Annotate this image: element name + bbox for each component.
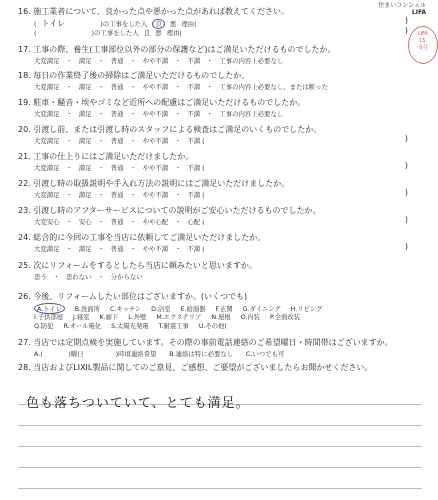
q26-row2-option[interactable]: N.屋根 bbox=[211, 314, 231, 321]
q16-row1-paren: ( bbox=[34, 20, 37, 28]
q21-options[interactable]: 大変満足 ・ 満足 ・ 普通 ・ やや不満 ・ 不満 ( bbox=[34, 164, 205, 172]
q16-row1-bad[interactable]: 悪 bbox=[169, 20, 177, 28]
q27-title: 27. 当店では定期点検を実施しています。その際の事前電話連絡のご希望曜日・時間帯はございますか。 bbox=[18, 338, 393, 347]
stamp-line1: LIFA bbox=[417, 31, 429, 37]
q26-title: 26. 今後、リフォームしたい部位はございますか。(いくつでも) bbox=[18, 292, 248, 301]
q26-row3-option[interactable]: Q.防犯 bbox=[34, 323, 54, 330]
q16-row2 bbox=[34, 28, 185, 37]
q19-options[interactable]: 大変満足 ・ 満足 ・ 普通 ・ やや不満 ・ 不満 ・ 工事の内容上必要なし bbox=[34, 110, 284, 118]
stamp-line2: 15. bbox=[419, 38, 427, 44]
q17-title: 17. 工事の際、養生(工事部位以外の部分の保護など)はご満足いただけるものでしたか。 bbox=[18, 45, 336, 54]
q25-title: 25. 次にリフォームをするとしたら当店に頼みたいと思いますか。 bbox=[18, 261, 257, 270]
q26-row2-option[interactable]: M.エクステリア bbox=[156, 314, 202, 321]
q28-title: 28. 当店およびLIXIL製品に関してのご意見、ご感想、ご要望がございましたらお聞かせください。 bbox=[18, 363, 373, 372]
q22-close: ) bbox=[404, 188, 408, 197]
q16-row2-reason: 理由( bbox=[166, 29, 182, 37]
q16-row1-reason: 理由( bbox=[181, 20, 197, 28]
q16-title: 16. 施工業者について、良かった点や悪かった点があれば教えてください。 bbox=[18, 7, 289, 16]
q26-row1-option[interactable]: F.玄関 bbox=[215, 306, 233, 313]
q16-row1-good[interactable]: 良 bbox=[152, 19, 164, 29]
q19-title: 19. 駐車・騒音・埃やゴミなど近所への配慮はご満足いただけるものでしたか。 bbox=[18, 98, 306, 107]
q17-options[interactable]: 大変満足 ・ 満足 ・ 普通 ・ やや不満 ・ 不満 ・ 工事の内容上必要なし bbox=[34, 57, 284, 65]
q25-options[interactable]: 思う ・ 思わない ・ 分からない bbox=[34, 273, 143, 281]
q26-row2-option[interactable]: J.寝室 bbox=[73, 314, 90, 321]
stamp-line3: 受付 bbox=[417, 45, 428, 51]
q26-row2-option[interactable]: I.子供部屋 bbox=[34, 314, 64, 321]
q26-row1-option[interactable]: A.トイレ bbox=[34, 303, 65, 314]
q23-title: 23. 引渡し時のアフターサービスについての説明がご安心いただけるものでしたか。 bbox=[18, 206, 321, 215]
q26-row2-option[interactable]: K.廊下 bbox=[99, 314, 119, 321]
q20-options[interactable]: 大変満足 ・ 満足 ・ 普通 ・ やや不満 ・ 不満 ( bbox=[34, 137, 205, 145]
q26-row2 bbox=[34, 312, 332, 321]
q20-close: ) bbox=[404, 134, 408, 143]
q16-row1-fill: トイレ bbox=[41, 19, 66, 28]
q26-row2-option[interactable]: O.内装 bbox=[240, 314, 260, 321]
q16-row2-mid: )の工事をした人 bbox=[91, 29, 139, 37]
q26-row2-option[interactable]: P.全面改装 bbox=[269, 314, 300, 321]
q21-title: 21. 工事の仕上りにはご満足いただけましたか。 bbox=[18, 152, 194, 161]
q22-title: 22. 引渡し時の取扱説明や手入れ方法の説明にはご満足いただけましたか。 bbox=[18, 179, 290, 188]
q26-row1-option[interactable]: D.浴室 bbox=[151, 306, 171, 313]
q24-options[interactable]: 大変満足 ・ 満足 ・ 普通 ・ やや不満 ・ 不満 ( bbox=[34, 245, 205, 253]
q16-row2-good[interactable]: 良 bbox=[143, 29, 151, 37]
q26-row1-option[interactable]: G.ダイニング bbox=[242, 306, 281, 313]
q26-row1-option[interactable]: E.給湯器 bbox=[180, 306, 206, 313]
q18-title: 18. 毎日の作業終了後の掃除はご満足いただけるものでしたか。 bbox=[18, 71, 250, 80]
q26-row1-option[interactable]: H.リビング bbox=[290, 306, 323, 313]
q28-handwritten-answer[interactable]: 色も落ちついていて、とても満足。 bbox=[26, 396, 250, 411]
q16-row2-paren: ( bbox=[34, 29, 37, 37]
q16-row1-close: ) bbox=[404, 16, 408, 25]
q18-options[interactable]: 大変満足 ・ 満足 ・ 普通 ・ やや不満 ・ 不満 ・ 工事の内容上必要なし、または断った bbox=[34, 83, 328, 91]
q16-row2-close: ) bbox=[404, 26, 408, 35]
q26-row2-option[interactable]: L.外壁 bbox=[128, 314, 147, 321]
q27-options[interactable]: A.( )曜日 )時頃連絡希望 B.連絡は特に必要なし C.いつでも可 bbox=[34, 350, 285, 358]
q23-close: ) bbox=[404, 215, 408, 224]
brand-name: 住まいコンシェル bbox=[378, 2, 426, 9]
q16-row2-bad[interactable]: 悪 bbox=[155, 29, 162, 37]
q23-options[interactable]: 大変安心 ・ 安心 ・ 普通 ・ やや心配 ・ 心配 ( bbox=[34, 218, 205, 226]
q26-row3 bbox=[34, 321, 332, 330]
brand-mark: LIFA bbox=[411, 9, 426, 16]
q26-row3-option[interactable]: T.耐震工事 bbox=[158, 323, 189, 330]
q26-row1-option[interactable]: B.洗面所 bbox=[74, 306, 100, 313]
q22-options[interactable]: 大変満足 ・ 満足 ・ 普通 ・ やや不満 ・ 不満 ( bbox=[34, 191, 205, 199]
q20-title: 20. 引渡し前、または引渡し時のスタッフによる検査はご満足のいくものでしたか。 bbox=[18, 125, 322, 134]
q26-row1-option[interactable]: C.キッチン bbox=[110, 306, 142, 313]
q26-row3-option[interactable]: R.オール電化 bbox=[63, 323, 102, 330]
q24-title: 24. 総合的に今回の工事を当店に依頼してご満足いただけましたか。 bbox=[18, 233, 266, 242]
q26-row1 bbox=[34, 303, 332, 312]
q26-row3-option[interactable]: U.その他( bbox=[198, 323, 227, 330]
q24-close: ) bbox=[404, 242, 408, 251]
q16-row1-mid: )の工事をした人 bbox=[100, 20, 148, 28]
q21-close: ) bbox=[404, 161, 408, 170]
q26-options bbox=[34, 303, 332, 330]
q26-row3-option[interactable]: S.太陽光発電 bbox=[111, 323, 149, 330]
